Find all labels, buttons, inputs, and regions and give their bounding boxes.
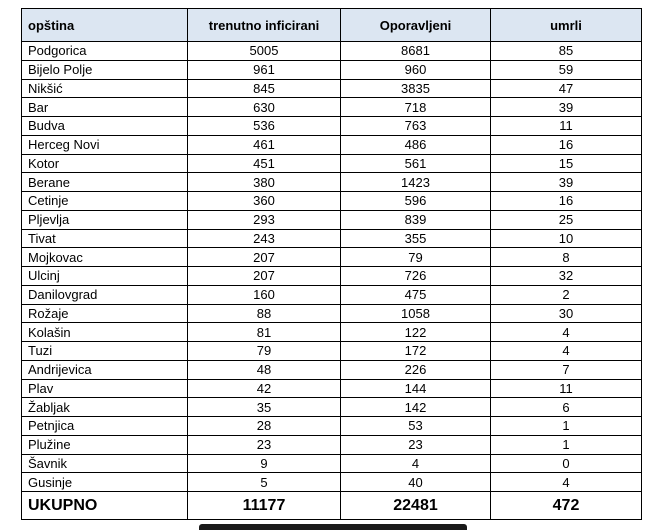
- table-row: [22, 473, 642, 492]
- cell-deceased: 15: [491, 154, 642, 173]
- table-row: [22, 323, 642, 342]
- table-row: [22, 248, 642, 267]
- cell-recovered: 142: [341, 398, 491, 417]
- table-row: [22, 454, 642, 473]
- cell-currently-infected: 160: [188, 285, 341, 304]
- cell-municipality: Herceg Novi: [22, 135, 188, 154]
- cell-deceased: 11: [491, 117, 642, 136]
- cell-recovered: 960: [341, 60, 491, 79]
- cell-recovered: 23: [341, 435, 491, 454]
- cell-recovered: 475: [341, 285, 491, 304]
- cell-deceased: 11: [491, 379, 642, 398]
- total-row: [22, 492, 642, 520]
- cell-deceased: 4: [491, 473, 642, 492]
- cell-recovered: 561: [341, 154, 491, 173]
- header-recovered: Oporavljeni: [341, 9, 491, 42]
- cell-deceased: 16: [491, 135, 642, 154]
- cell-deceased: 2: [491, 285, 642, 304]
- cell-deceased: 0: [491, 454, 642, 473]
- header-row: [22, 9, 642, 42]
- cell-municipality: Rožaje: [22, 304, 188, 323]
- cell-recovered: 355: [341, 229, 491, 248]
- cell-recovered: 79: [341, 248, 491, 267]
- cell-currently-infected: 81: [188, 323, 341, 342]
- table-row: [22, 135, 642, 154]
- total-deceased: 472: [491, 492, 642, 520]
- cell-currently-infected: 79: [188, 342, 341, 361]
- table-row: [22, 435, 642, 454]
- header-currently-infected: trenutno inficirani: [188, 9, 341, 42]
- cell-recovered: 53: [341, 417, 491, 436]
- cell-currently-infected: 42: [188, 379, 341, 398]
- cell-currently-infected: 461: [188, 135, 341, 154]
- cell-municipality: Mojkovac: [22, 248, 188, 267]
- cell-currently-infected: 451: [188, 154, 341, 173]
- cell-municipality: Budva: [22, 117, 188, 136]
- cell-municipality: Gusinje: [22, 473, 188, 492]
- cell-currently-infected: 207: [188, 267, 341, 286]
- cell-municipality: Berane: [22, 173, 188, 192]
- cell-currently-infected: 9: [188, 454, 341, 473]
- cell-recovered: 172: [341, 342, 491, 361]
- cell-deceased: 8: [491, 248, 642, 267]
- cell-currently-infected: 207: [188, 248, 341, 267]
- cell-deceased: 6: [491, 398, 642, 417]
- header-municipality: opština: [22, 9, 188, 42]
- cell-recovered: 839: [341, 210, 491, 229]
- cell-currently-infected: 293: [188, 210, 341, 229]
- cell-currently-infected: 630: [188, 98, 341, 117]
- municipality-stats-sheet: [21, 8, 641, 520]
- cell-municipality: Žabljak: [22, 398, 188, 417]
- table-row: [22, 42, 642, 61]
- table-row: [22, 342, 642, 361]
- cell-recovered: 763: [341, 117, 491, 136]
- cell-municipality: Podgorica: [22, 42, 188, 61]
- cell-deceased: 1: [491, 417, 642, 436]
- cell-deceased: 25: [491, 210, 642, 229]
- cell-recovered: 144: [341, 379, 491, 398]
- total-recovered: 22481: [341, 492, 491, 520]
- cell-municipality: Tivat: [22, 229, 188, 248]
- cell-currently-infected: 5: [188, 473, 341, 492]
- cell-deceased: 39: [491, 173, 642, 192]
- cell-currently-infected: 536: [188, 117, 341, 136]
- cell-currently-infected: 35: [188, 398, 341, 417]
- cell-municipality: Tuzi: [22, 342, 188, 361]
- cell-deceased: 32: [491, 267, 642, 286]
- table-row: [22, 98, 642, 117]
- cell-recovered: 718: [341, 98, 491, 117]
- cell-recovered: 486: [341, 135, 491, 154]
- cell-deceased: 39: [491, 98, 642, 117]
- cell-recovered: 726: [341, 267, 491, 286]
- cell-municipality: Petnjica: [22, 417, 188, 436]
- table-row: [22, 60, 642, 79]
- cell-municipality: Ulcinj: [22, 267, 188, 286]
- table-row: [22, 398, 642, 417]
- table-row: [22, 267, 642, 286]
- cell-municipality: Pljevlja: [22, 210, 188, 229]
- cell-deceased: 1: [491, 435, 642, 454]
- total-label: UKUPNO: [22, 492, 188, 520]
- cell-recovered: 1423: [341, 173, 491, 192]
- cell-municipality: Plužine: [22, 435, 188, 454]
- table-row: [22, 417, 642, 436]
- cell-municipality: Bar: [22, 98, 188, 117]
- cell-deceased: 30: [491, 304, 642, 323]
- table-row: [22, 154, 642, 173]
- cell-recovered: 40: [341, 473, 491, 492]
- cell-deceased: 85: [491, 42, 642, 61]
- cell-deceased: 10: [491, 229, 642, 248]
- cell-deceased: 4: [491, 323, 642, 342]
- cell-recovered: 122: [341, 323, 491, 342]
- cell-recovered: 4: [341, 454, 491, 473]
- cell-municipality: Danilovgrad: [22, 285, 188, 304]
- cell-recovered: 1058: [341, 304, 491, 323]
- table-row: [22, 173, 642, 192]
- cell-municipality: Nikšić: [22, 79, 188, 98]
- table-row: [22, 360, 642, 379]
- cell-currently-infected: 243: [188, 229, 341, 248]
- cell-recovered: 8681: [341, 42, 491, 61]
- cell-municipality: Andrijevica: [22, 360, 188, 379]
- cell-currently-infected: 961: [188, 60, 341, 79]
- cell-deceased: 4: [491, 342, 642, 361]
- cell-currently-infected: 360: [188, 192, 341, 211]
- cell-recovered: 226: [341, 360, 491, 379]
- cell-deceased: 7: [491, 360, 642, 379]
- cell-municipality: Cetinje: [22, 192, 188, 211]
- table-row: [22, 379, 642, 398]
- table-row: [22, 117, 642, 136]
- cell-deceased: 59: [491, 60, 642, 79]
- cell-currently-infected: 845: [188, 79, 341, 98]
- cell-recovered: 3835: [341, 79, 491, 98]
- cell-municipality: Kotor: [22, 154, 188, 173]
- table-body: [22, 42, 642, 492]
- cell-deceased: 16: [491, 192, 642, 211]
- table-row: [22, 304, 642, 323]
- cell-recovered: 596: [341, 192, 491, 211]
- cell-deceased: 47: [491, 79, 642, 98]
- cell-municipality: Plav: [22, 379, 188, 398]
- municipality-stats-table: [21, 8, 642, 520]
- cell-municipality: Bijelo Polje: [22, 60, 188, 79]
- bottom-overlay-bar: [199, 524, 467, 530]
- cell-municipality: Kolašin: [22, 323, 188, 342]
- table-row: [22, 210, 642, 229]
- table-header: [22, 9, 642, 42]
- header-deceased: umrli: [491, 9, 642, 42]
- cell-currently-infected: 5005: [188, 42, 341, 61]
- cell-currently-infected: 23: [188, 435, 341, 454]
- table-row: [22, 229, 642, 248]
- cell-currently-infected: 88: [188, 304, 341, 323]
- cell-currently-infected: 380: [188, 173, 341, 192]
- table-row: [22, 192, 642, 211]
- total-infected: 11177: [188, 492, 341, 520]
- table-footer: [22, 492, 642, 520]
- cell-currently-infected: 28: [188, 417, 341, 436]
- cell-municipality: Šavnik: [22, 454, 188, 473]
- cell-currently-infected: 48: [188, 360, 341, 379]
- table-row: [22, 79, 642, 98]
- table-row: [22, 285, 642, 304]
